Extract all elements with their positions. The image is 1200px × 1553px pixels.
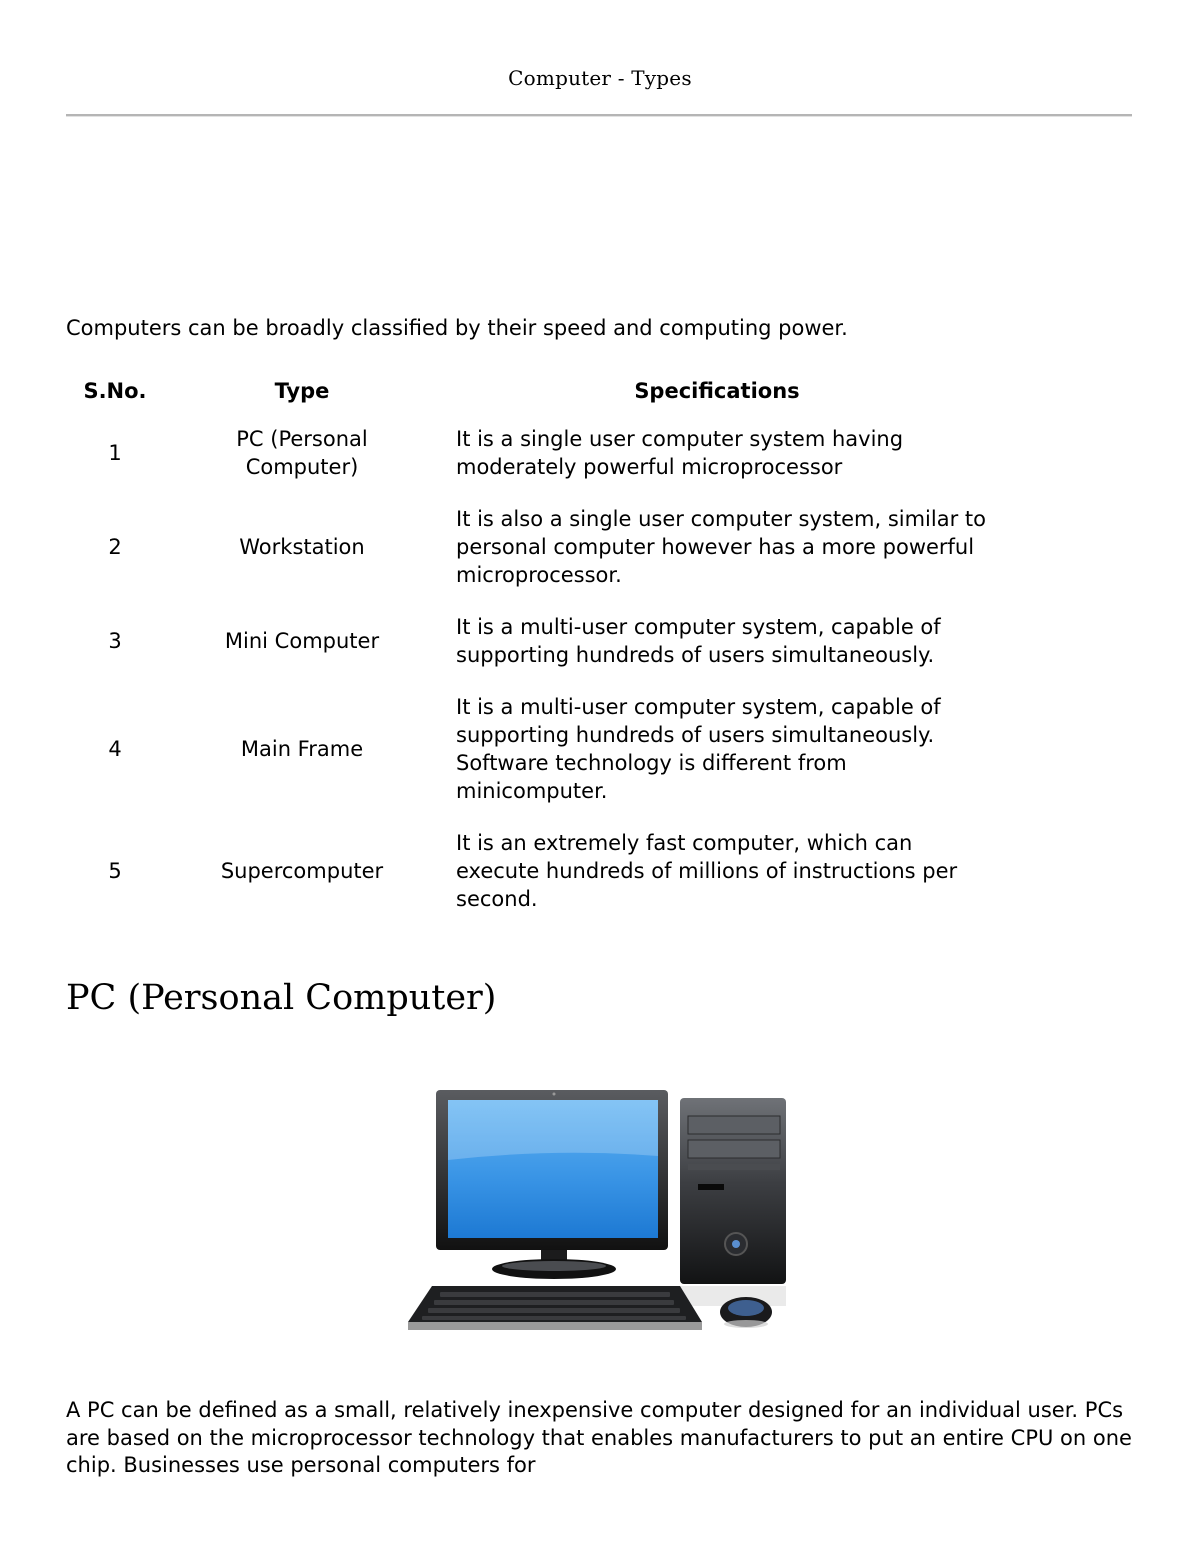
intro-paragraph: Computers can be broadly classified by their speed and computing power. [66,316,848,340]
table-header-row [70,374,990,425]
section-body-paragraph: A PC can be defined as a small, relatively inexpensive computer designed for an individual user. PCs are based on the microprocessor technology that enables manufacturers to put an entire CPU on one chip. Businesses use personal computers for [66,1398,1132,1478]
desktop-computer-icon [404,1086,794,1338]
row-type: Workstation [239,535,365,559]
row-type: Main Frame [240,737,364,761]
table-row [70,829,990,937]
row-spec: It is a single user computer system having moderately powerful microprocessor [456,427,904,479]
column-header-specifications: Specifications [634,379,800,403]
row-spec: It is a multi-user computer system, capable of supporting hundreds of users simultaneously. [456,615,941,667]
section-heading: PC (Personal Computer) [66,978,497,1018]
row-type: Mini Computer [224,629,380,653]
computer-types-table [70,374,990,937]
table-row [70,425,990,505]
row-spec: It is an extremely fast computer, which can execute hundreds of millions of instructions per second. [456,831,958,911]
row-spec: It is a multi-user computer system, capable of supporting hundreds of users simultaneously. Software technology is different from minicomputer. [456,695,941,803]
row-spec: It is also a single user computer system, similar to personal computer however has a more powerful microprocessor. [456,507,986,587]
column-header-type: Type [274,379,330,403]
row-type: PC (Personal Computer) [236,427,368,479]
row-sno: 1 [108,441,122,465]
row-sno: 3 [108,629,122,653]
row-sno: 2 [108,535,122,559]
table-row [70,693,990,829]
header-divider [66,114,1132,117]
page-header-title: Computer - Types [508,66,692,90]
row-sno: 4 [108,737,122,761]
column-header-sno: S.No. [83,379,147,403]
table-row [70,613,990,693]
row-sno: 5 [108,859,122,883]
table-row [70,505,990,613]
row-type: Supercomputer [220,859,384,883]
